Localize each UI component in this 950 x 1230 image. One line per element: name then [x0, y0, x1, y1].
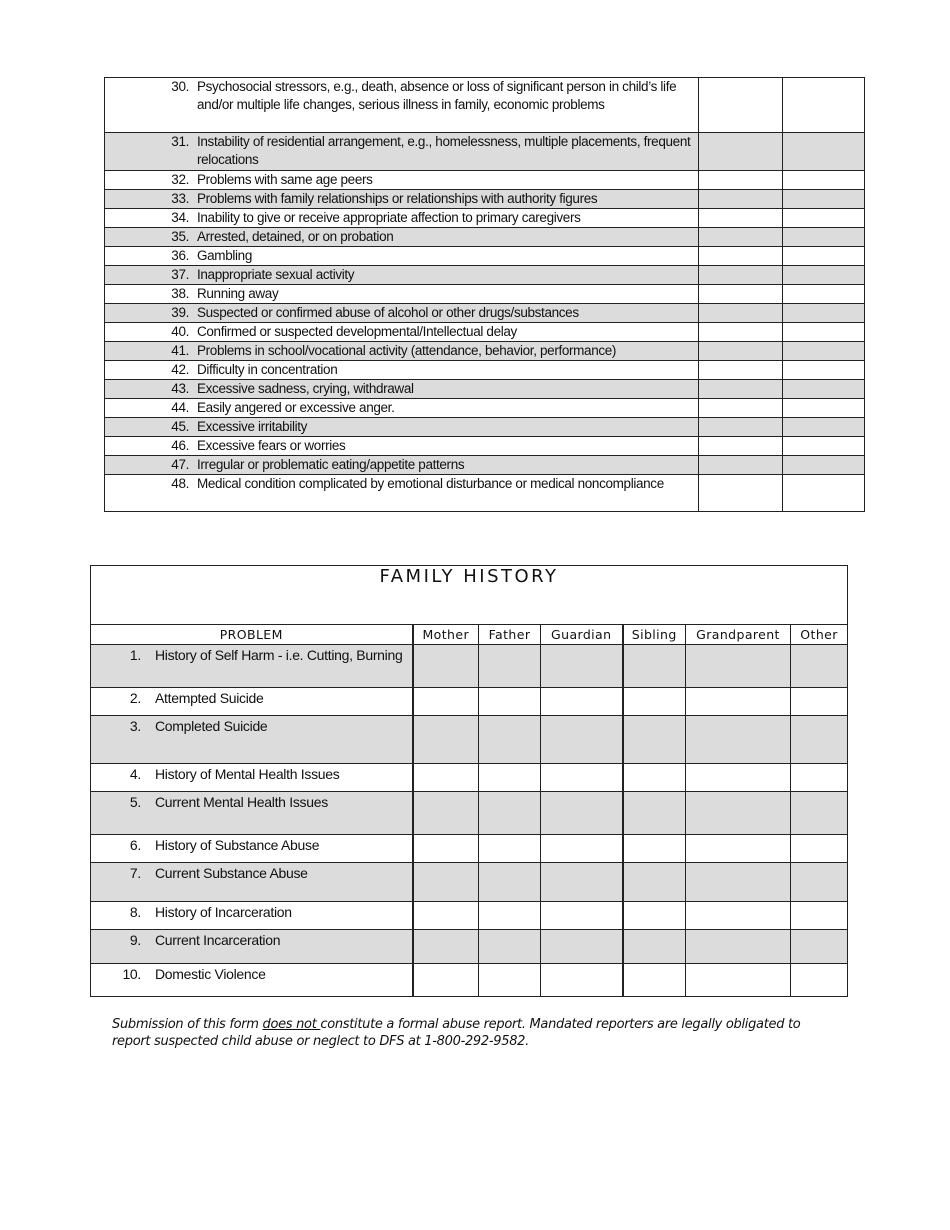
- problems-table: [104, 77, 865, 512]
- check-cell-a[interactable]: [699, 209, 783, 228]
- disclaimer-text: [112, 1016, 832, 1050]
- problem-label: Easily angered or excessive anger.: [197, 400, 395, 415]
- problem-number: 37.: [171, 267, 189, 282]
- family-row: [91, 835, 848, 863]
- problem-row: [105, 437, 865, 456]
- family-problem-cell: [91, 716, 413, 764]
- problem-number: 38.: [171, 286, 189, 301]
- check-cell-a[interactable]: [699, 475, 783, 512]
- family-check-other[interactable]: [791, 835, 848, 863]
- check-cell-a[interactable]: [699, 171, 783, 190]
- problem-cell: [105, 399, 699, 418]
- check-cell-b[interactable]: [783, 361, 865, 380]
- family-check-other[interactable]: [791, 930, 848, 964]
- problem-number: 41.: [171, 343, 189, 358]
- problem-number: 39.: [171, 305, 189, 320]
- family-check-guardian[interactable]: [541, 645, 623, 688]
- column-header-mother: Mother: [413, 625, 479, 645]
- family-check-sibling[interactable]: [623, 964, 686, 997]
- family-problem-label: Domestic Violence: [155, 966, 266, 982]
- check-cell-a[interactable]: [699, 361, 783, 380]
- family-row: [91, 902, 848, 930]
- check-cell-b[interactable]: [783, 228, 865, 247]
- problem-row: [105, 418, 865, 437]
- disclaimer-pre: Submission of this form: [112, 1017, 263, 1032]
- problem-number: 46.: [171, 438, 189, 453]
- problem-number: 36.: [171, 248, 189, 263]
- family-check-sibling[interactable]: [623, 863, 686, 902]
- problem-row: [105, 380, 865, 399]
- check-cell-a[interactable]: [699, 78, 783, 133]
- problem-label: Problems with same age peers: [197, 172, 373, 187]
- column-header-guardian: Guardian: [541, 625, 623, 645]
- problem-row: [105, 361, 865, 380]
- family-check-other[interactable]: [791, 645, 848, 688]
- family-check-other[interactable]: [791, 863, 848, 902]
- family-problem-label: History of Substance Abuse: [155, 837, 320, 853]
- problem-label: Inability to give or receive appropriate affection to primary caregivers: [197, 210, 581, 225]
- family-row: [91, 964, 848, 997]
- family-check-father[interactable]: [479, 688, 541, 716]
- family-check-father[interactable]: [479, 645, 541, 688]
- check-cell-b[interactable]: [783, 437, 865, 456]
- problem-cell: [105, 342, 699, 361]
- family-problem-number: 9.: [129, 932, 141, 948]
- column-header-sibling: Sibling: [623, 625, 686, 645]
- disclaimer-underlined: does not: [262, 1017, 321, 1032]
- check-cell-b[interactable]: [783, 418, 865, 437]
- check-cell-b[interactable]: [783, 323, 865, 342]
- problem-cell: [105, 171, 699, 190]
- problem-label: Excessive fears or worries: [197, 438, 346, 453]
- check-cell-a[interactable]: [699, 380, 783, 399]
- problem-label: Problems with family relationships or relationships with authority figures: [197, 191, 598, 206]
- family-check-sibling[interactable]: [623, 835, 686, 863]
- problem-label: Psychosocial stressors, e.g., death, absence or loss of significant person in child’s life and/or multiple life changes, serious illness in family, economic problems: [197, 79, 677, 112]
- family-check-mother[interactable]: [413, 645, 479, 688]
- family-problem-label: History of Incarceration: [155, 904, 292, 920]
- check-cell-a[interactable]: [699, 342, 783, 361]
- family-check-sibling[interactable]: [623, 792, 686, 835]
- family-problem-label: Current Incarceration: [155, 932, 281, 948]
- problem-label: Medical condition complicated by emotional disturbance or medical noncompliance: [197, 476, 664, 491]
- family-history-table: [90, 565, 848, 997]
- family-check-sibling[interactable]: [623, 716, 686, 764]
- problem-row: [105, 209, 865, 228]
- family-check-mother[interactable]: [413, 835, 479, 863]
- family-problem-cell: [91, 645, 413, 688]
- family-check-mother[interactable]: [413, 902, 479, 930]
- family-check-mother[interactable]: [413, 688, 479, 716]
- check-cell-a[interactable]: [699, 266, 783, 285]
- family-check-father[interactable]: [479, 863, 541, 902]
- family-check-mother[interactable]: [413, 863, 479, 902]
- check-cell-b[interactable]: [783, 342, 865, 361]
- problem-label: Arrested, detained, or on probation: [197, 229, 394, 244]
- problem-row: [105, 133, 865, 171]
- family-problem-number: 6.: [129, 837, 141, 853]
- disclaimer-post: constitute a formal abuse report. Mandated reporters are legally obligated to report suspected child abuse or neglect to DFS at 1-800-292-9582.: [112, 1017, 801, 1049]
- family-check-guardian[interactable]: [541, 863, 623, 902]
- check-cell-b[interactable]: [783, 380, 865, 399]
- family-problem-number: 4.: [129, 766, 141, 782]
- check-cell-a[interactable]: [699, 285, 783, 304]
- family-check-grandparent[interactable]: [686, 645, 791, 688]
- family-problem-cell: [91, 688, 413, 716]
- problem-row: [105, 456, 865, 475]
- family-check-sibling[interactable]: [623, 645, 686, 688]
- problem-label: Suspected or confirmed abuse of alcohol or other drugs/substances: [197, 305, 579, 320]
- check-cell-b[interactable]: [783, 456, 865, 475]
- problem-row: [105, 228, 865, 247]
- family-history-header-row: [91, 625, 848, 645]
- family-problem-label: Current Mental Health Issues: [155, 794, 328, 810]
- problem-cell: [105, 475, 699, 512]
- problem-cell: [105, 285, 699, 304]
- family-check-grandparent[interactable]: [686, 863, 791, 902]
- family-check-other[interactable]: [791, 716, 848, 764]
- problem-cell: [105, 266, 699, 285]
- family-problem-cell: [91, 792, 413, 835]
- check-cell-b[interactable]: [783, 285, 865, 304]
- check-cell-a[interactable]: [699, 190, 783, 209]
- problem-cell: [105, 380, 699, 399]
- problem-row: [105, 285, 865, 304]
- family-row: [91, 792, 848, 835]
- family-problem-cell: [91, 835, 413, 863]
- family-check-other[interactable]: [791, 902, 848, 930]
- check-cell-a[interactable]: [699, 133, 783, 171]
- problem-row: [105, 304, 865, 323]
- check-cell-a[interactable]: [699, 437, 783, 456]
- family-check-other[interactable]: [791, 964, 848, 997]
- problem-label: Excessive irritability: [197, 419, 308, 434]
- family-check-grandparent[interactable]: [686, 716, 791, 764]
- family-row: [91, 716, 848, 764]
- problem-cell: [105, 190, 699, 209]
- family-problem-cell: [91, 902, 413, 930]
- problem-label: Confirmed or suspected developmental/Intellectual delay: [197, 324, 517, 339]
- problem-cell: [105, 209, 699, 228]
- check-cell-b[interactable]: [783, 190, 865, 209]
- family-problem-number: 1.: [129, 647, 141, 663]
- family-problem-label: Attempted Suicide: [155, 690, 264, 706]
- problem-number: 31.: [171, 134, 189, 149]
- problem-cell: [105, 78, 699, 133]
- family-row: [91, 688, 848, 716]
- family-check-guardian[interactable]: [541, 964, 623, 997]
- family-check-father[interactable]: [479, 716, 541, 764]
- family-check-other[interactable]: [791, 688, 848, 716]
- check-cell-b[interactable]: [783, 247, 865, 266]
- family-problem-number: 7.: [129, 865, 141, 881]
- check-cell-a[interactable]: [699, 418, 783, 437]
- problem-cell: [105, 456, 699, 475]
- family-check-guardian[interactable]: [541, 902, 623, 930]
- family-check-guardian[interactable]: [541, 764, 623, 792]
- family-check-mother[interactable]: [413, 964, 479, 997]
- family-check-grandparent[interactable]: [686, 835, 791, 863]
- family-check-grandparent[interactable]: [686, 764, 791, 792]
- problem-label: Gambling: [197, 248, 252, 263]
- problem-number: 35.: [171, 229, 189, 244]
- problem-number: 34.: [171, 210, 189, 225]
- problem-cell: [105, 247, 699, 266]
- problem-number: 32.: [171, 172, 189, 187]
- problem-cell: [105, 437, 699, 456]
- family-check-father[interactable]: [479, 964, 541, 997]
- check-cell-a[interactable]: [699, 456, 783, 475]
- family-check-father[interactable]: [479, 835, 541, 863]
- family-check-grandparent[interactable]: [686, 902, 791, 930]
- problem-row: [105, 323, 865, 342]
- problem-number: 47.: [171, 457, 189, 472]
- family-check-sibling[interactable]: [623, 688, 686, 716]
- check-cell-b[interactable]: [783, 266, 865, 285]
- family-check-other[interactable]: [791, 764, 848, 792]
- problem-cell: [105, 133, 699, 171]
- problem-label: Inappropriate sexual activity: [197, 267, 355, 282]
- check-cell-b[interactable]: [783, 399, 865, 418]
- family-check-guardian[interactable]: [541, 835, 623, 863]
- family-problem-number: 10.: [122, 966, 141, 982]
- problem-cell: [105, 361, 699, 380]
- family-check-grandparent[interactable]: [686, 964, 791, 997]
- column-header-other: Other: [791, 625, 848, 645]
- problem-number: 33.: [171, 191, 189, 206]
- problem-row: [105, 475, 865, 512]
- family-check-guardian[interactable]: [541, 792, 623, 835]
- family-row: [91, 645, 848, 688]
- family-problem-cell: [91, 964, 413, 997]
- problem-row: [105, 190, 865, 209]
- column-header-problem: PROBLEM: [91, 625, 413, 645]
- family-check-guardian[interactable]: [541, 716, 623, 764]
- family-check-mother[interactable]: [413, 930, 479, 964]
- family-row: [91, 863, 848, 902]
- family-check-father[interactable]: [479, 930, 541, 964]
- problem-number: 43.: [171, 381, 189, 396]
- problem-cell: [105, 418, 699, 437]
- problem-row: [105, 399, 865, 418]
- problem-cell: [105, 323, 699, 342]
- family-check-grandparent[interactable]: [686, 792, 791, 835]
- check-cell-a[interactable]: [699, 247, 783, 266]
- family-check-other[interactable]: [791, 792, 848, 835]
- problem-label: Problems in school/vocational activity (attendance, behavior, performance): [197, 343, 617, 358]
- family-check-mother[interactable]: [413, 792, 479, 835]
- problem-number: 45.: [171, 419, 189, 434]
- family-check-grandparent[interactable]: [686, 688, 791, 716]
- family-check-mother[interactable]: [413, 764, 479, 792]
- family-history-title: FAMILY HISTORY: [91, 566, 848, 625]
- column-header-father: Father: [479, 625, 541, 645]
- family-check-father[interactable]: [479, 764, 541, 792]
- problem-label: Instability of residential arrangement, e.g., homelessness, multiple placements, frequent relocations: [197, 134, 691, 167]
- problem-cell: [105, 228, 699, 247]
- family-row: [91, 764, 848, 792]
- column-header-grandparent: Grandparent: [686, 625, 791, 645]
- family-problem-cell: [91, 930, 413, 964]
- family-check-mother[interactable]: [413, 716, 479, 764]
- family-problem-number: 5.: [129, 794, 141, 810]
- problem-label: Excessive sadness, crying, withdrawal: [197, 381, 414, 396]
- problem-number: 40.: [171, 324, 189, 339]
- family-problem-cell: [91, 764, 413, 792]
- problem-row: [105, 266, 865, 285]
- family-check-sibling[interactable]: [623, 902, 686, 930]
- check-cell-a[interactable]: [699, 399, 783, 418]
- check-cell-b[interactable]: [783, 133, 865, 171]
- family-problem-number: 2.: [129, 690, 141, 706]
- problem-number: 44.: [171, 400, 189, 415]
- family-check-father[interactable]: [479, 792, 541, 835]
- family-check-guardian[interactable]: [541, 930, 623, 964]
- family-check-sibling[interactable]: [623, 930, 686, 964]
- problem-cell: [105, 304, 699, 323]
- family-problem-label: Current Substance Abuse: [155, 865, 308, 881]
- family-problem-label: History of Self Harm - i.e. Cutting, Burning: [155, 647, 403, 663]
- problem-number: 48.: [171, 476, 189, 491]
- check-cell-a[interactable]: [699, 323, 783, 342]
- family-check-grandparent[interactable]: [686, 930, 791, 964]
- problem-number: 42.: [171, 362, 189, 377]
- family-check-sibling[interactable]: [623, 764, 686, 792]
- problem-label: Irregular or problematic eating/appetite patterns: [197, 457, 465, 472]
- family-check-guardian[interactable]: [541, 688, 623, 716]
- problem-label: Running away: [197, 286, 279, 301]
- problem-label: Difficulty in concentration: [197, 362, 338, 377]
- problem-row: [105, 342, 865, 361]
- family-problem-label: Completed Suicide: [155, 718, 268, 734]
- check-cell-b[interactable]: [783, 209, 865, 228]
- family-problem-label: History of Mental Health Issues: [155, 766, 340, 782]
- problem-row: [105, 171, 865, 190]
- problem-row: [105, 247, 865, 266]
- check-cell-b[interactable]: [783, 304, 865, 323]
- check-cell-b[interactable]: [783, 171, 865, 190]
- check-cell-a[interactable]: [699, 228, 783, 247]
- family-problem-number: 3.: [129, 718, 141, 734]
- family-problem-cell: [91, 863, 413, 902]
- check-cell-a[interactable]: [699, 304, 783, 323]
- family-row: [91, 930, 848, 964]
- check-cell-b[interactable]: [783, 78, 865, 133]
- check-cell-b[interactable]: [783, 475, 865, 512]
- family-problem-number: 8.: [129, 904, 141, 920]
- problem-number: 30.: [171, 79, 189, 94]
- family-check-father[interactable]: [479, 902, 541, 930]
- problem-row: [105, 78, 865, 133]
